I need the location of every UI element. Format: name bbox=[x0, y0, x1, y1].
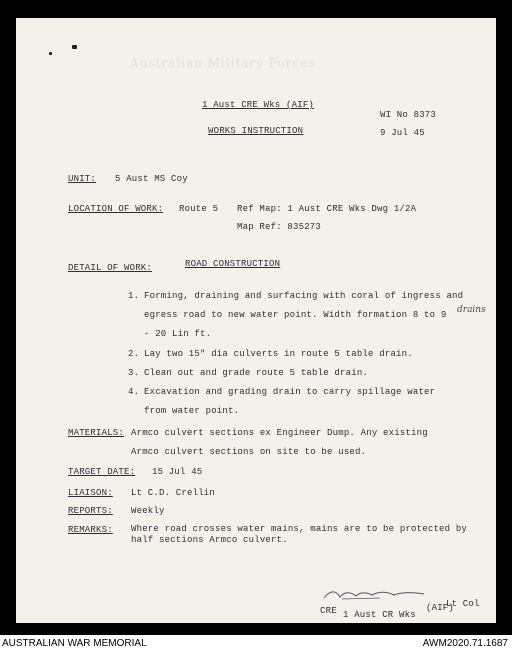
location-label: LOCATION OF WORK: bbox=[68, 204, 164, 214]
detail-value: ROAD CONSTRUCTION bbox=[185, 259, 281, 269]
item-line: Lay two 15" dia culverts in route 5 table drain. bbox=[144, 349, 413, 359]
reference-number: WI No 8373 bbox=[380, 110, 437, 120]
item-line: egress road to new water point. Width formation 8 to 9 bbox=[144, 310, 447, 320]
document-date: 9 Jul 45 bbox=[380, 128, 425, 138]
detail-label: DETAIL OF WORK: bbox=[68, 263, 153, 273]
signatory-aif: (AIF) bbox=[426, 603, 455, 613]
map-reference: Map Ref: 835273 bbox=[237, 222, 322, 232]
signature bbox=[320, 586, 430, 604]
signatory-rank: Lt Col bbox=[446, 599, 480, 609]
item-number: 1. bbox=[128, 291, 140, 301]
item-number: 2. bbox=[128, 349, 140, 359]
punch-mark bbox=[72, 45, 77, 49]
target-date-value: 15 Jul 45 bbox=[152, 467, 203, 477]
materials-line: Armco culvert sections on site to be used. bbox=[131, 447, 367, 457]
liaison-label: LIAISON: bbox=[68, 488, 113, 498]
unit-value: 5 Aust MS Coy bbox=[115, 174, 188, 184]
item-line: Excavation and grading drain to carry spillage water bbox=[144, 387, 436, 397]
item-number: 3. bbox=[128, 368, 140, 378]
signatory-cre: CRE bbox=[320, 606, 337, 616]
item-line: Clean out and grade route 5 table drain. bbox=[144, 368, 369, 378]
signatory-unit: 1 Aust CR Wks bbox=[343, 610, 416, 620]
unit-label: UNIT: bbox=[68, 174, 97, 184]
remarks-line: half sections Armco culvert. bbox=[131, 535, 288, 545]
footer-catalog-id: AWM2020.71.1687 bbox=[422, 638, 508, 649]
reports-value: Weekly bbox=[131, 506, 165, 516]
item-line: - 20 Lin ft. bbox=[144, 329, 212, 339]
location-value: Route 5 bbox=[179, 204, 219, 214]
item-number: 4. bbox=[128, 387, 140, 397]
target-date-label: TARGET DATE: bbox=[68, 467, 136, 477]
remarks-label: REMARKS: bbox=[68, 525, 113, 535]
reports-label: REPORTS: bbox=[68, 506, 113, 516]
materials-label: MATERIALS: bbox=[68, 428, 125, 438]
remarks-line: Where road crosses water mains, mains are to be protected by bbox=[131, 524, 468, 534]
handwritten-annotation: drains bbox=[457, 305, 486, 315]
signature-scribble bbox=[320, 586, 430, 604]
document-page bbox=[16, 18, 496, 623]
footer-source: AUSTRALIAN WAR MEMORIAL bbox=[2, 638, 147, 649]
document-type: WORKS INSTRUCTION bbox=[208, 126, 304, 136]
watermark: Australian Military Forces bbox=[130, 56, 316, 70]
punch-mark bbox=[49, 52, 52, 55]
liaison-value: Lt C.D. Crellin bbox=[131, 488, 216, 498]
materials-line: Armco culvert sections ex Engineer Dump. Any existing bbox=[131, 428, 428, 438]
item-line: from water point. bbox=[144, 406, 240, 416]
unit-heading: 1 Aust CRE Wks (AIF) bbox=[202, 100, 315, 110]
reference-map: Ref Map: 1 Aust CRE Wks Dwg 1/2A bbox=[237, 204, 417, 214]
item-line: Forming, draining and surfacing with coral of ingress and bbox=[144, 291, 464, 301]
